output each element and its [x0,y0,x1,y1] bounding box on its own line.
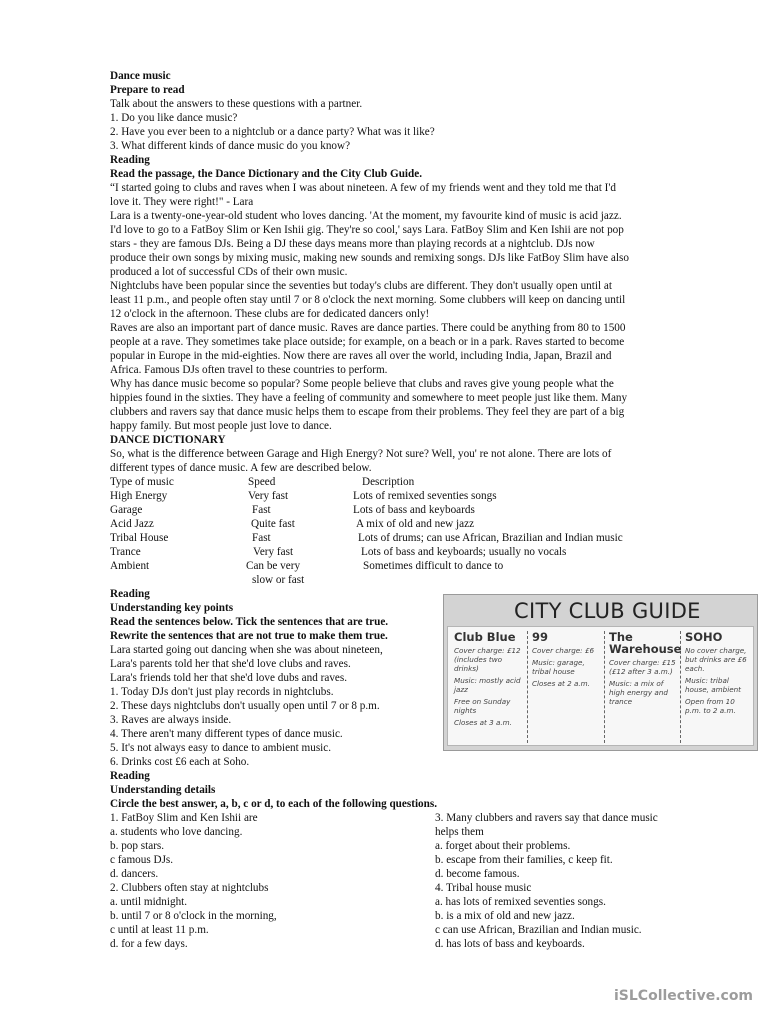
passage-line: I'd love to go to a FatBoy Slim or Ken Ishii gig. They're so cool,' says Lara. FatBoy Slim and Ken Ishii are not pop [110,224,624,236]
dictionary-description: Lots of drums; can use African, Brazilian and Indian music [358,532,623,544]
dictionary-speed: Fast [252,532,271,544]
details-left-line: c famous DJs. [110,854,174,866]
passage-line: least 11 p.m., and people often stay until 7 or 8 o'clock the next morning. Some clubbers will keep on dancing until [110,294,626,306]
key-point-sentence: 2. These days nightclubs don't usually open until 7 or 8 p.m. [110,700,380,712]
dictionary-description: Sometimes difficult to dance to [363,560,504,572]
key-point-sentence: 5. It's not always easy to dance to ambient music. [110,742,332,754]
details-right-line: b. escape from their families, c keep fit. [435,854,613,866]
details-right-line: c can use African, Brazilian and Indian music. [435,924,642,936]
club-detail: Music: tribal house, ambient [685,676,742,694]
key-point-sentence: 1. Today DJs don't just play records in nightclubs. [110,686,334,698]
passage-line: Africa. Famous DJs often travel to these countries to perform. [110,364,388,376]
prepare-instruction: Talk about the answers to these questions with a partner. [110,98,363,110]
dictionary-intro: different types of dance music. A few are described below. [110,462,372,474]
dictionary-speed: Very fast [253,546,294,558]
dictionary-description: Lots of remixed seventies songs [353,490,497,502]
reading-instruction: Read the passage, the Dance Dictionary and the City Club Guide. [110,168,423,180]
key-points-subheading: Understanding key points [110,602,234,614]
dictionary-type: Acid Jazz [110,518,154,530]
details-left-line: a. until midnight. [110,896,188,908]
club-name: SOHO [685,630,723,644]
passage-line: clubbers and ravers say that dance music helps them to escape from their problems. They feel they are part of a big [110,406,625,418]
dictionary-type: High Energy [110,490,168,502]
dictionary-header-description: Description [362,476,415,488]
details-right-line: 4. Tribal house music [435,882,532,894]
club-detail: Music: a mix of high energy and trance [609,679,668,706]
key-point-sentence: 4. There aren't many different types of dance music. [110,728,343,740]
details-left-line: a. students who love dancing. [110,826,243,838]
prepare-question: 3. What different kinds of dance music do you know? [110,140,351,152]
dictionary-header-type: Type of music [110,476,174,488]
details-right-line: a. forget about their problems. [435,840,571,852]
passage-line: Lara is a twenty-one-year-old student who loves dancing. 'At the moment, my favourite kind of music is acid jazz. [110,210,622,222]
details-left-line: b. pop stars. [110,840,165,852]
passage-line: love it. They were right!" - Lara [110,196,254,208]
passage-line: 12 o'clock in the afternoon. These clubs are for dedicated dancers only! [110,308,430,320]
passage-line: popular in Europe in the mid-eighties. Now there are raves all over the world, including India, Japan, Brazil and [110,350,612,362]
club-detail: No cover charge, but drinks are £6 each. [685,646,747,673]
details-left-line: d. for a few days. [110,938,188,950]
details-right-line: d. has lots of bass and keyboards. [435,938,585,950]
passage-line: happy family. But most people just love to dance. [110,420,332,432]
club-detail: Free on Sunday nights [454,697,511,715]
key-points-heading: Reading [110,588,150,600]
club-detail: Cover charge: £15 (£12 after 3 a.m.) [609,658,676,676]
dictionary-heading: DANCE DICTIONARY [110,434,226,446]
details-left-line: d. dancers. [110,868,159,880]
dictionary-type: Garage [110,504,143,516]
dictionary-description: Lots of bass and keyboards; usually no vocals [361,546,567,558]
details-right-line: b. is a mix of old and new jazz. [435,910,575,922]
key-points-instruction: Read the sentences below. Tick the sentences that are true. [110,616,389,628]
passage-line: people at a rave. They sometimes take place outside; for example, on a beach or in a park. Raves started to become [110,336,625,348]
club-detail: Cover charge: £12 (includes two drinks) [454,646,521,673]
club-detail: Open from 10 p.m. to 2 a.m. [685,697,736,715]
passage-line: Why has dance music become so popular? Some people believe that clubs and raves give young people what the [110,378,614,390]
dictionary-speed: Can be very [246,560,301,572]
details-left-line: 1. FatBoy Slim and Ken Ishii are [110,812,258,824]
club-detail: Closes at 2 a.m. [532,679,590,688]
dictionary-speed: Fast [252,504,271,516]
passage-line: “I started going to clubs and raves when I was about nineteen. A few of my friends went and they told me that I'd [110,182,616,194]
key-point-sentence: Lara started going out dancing when she was about nineteen, [110,644,383,656]
details-left-line: 2. Clubbers often stay at nightclubs [110,882,269,894]
page-title: Dance music [110,70,171,82]
club-detail: Closes at 3 a.m. [454,718,512,727]
passage-line: stars - they are famous DJs. Being a DJ these days means more than playing records at a nightclub. DJs now [110,238,595,250]
club-name: Club Blue [454,630,516,644]
guide-club-club-blue [450,631,528,743]
details-right-line: 3. Many clubbers and ravers say that dance music [435,812,658,824]
details-right-line: a. has lots of remixed seventies songs. [435,896,606,908]
passage-line: hippies found in the sixties. They have a feeling of community and somewhere to meet people just like them. Many [110,392,628,404]
guide-club-99 [528,631,605,743]
guide-title: CITY CLUB GUIDE [514,599,701,623]
passage-line: produce their own songs by mixing music, making new sounds and remixing songs. DJs like FatBoy Slim have also [110,252,629,264]
prepare-heading: Prepare to read [110,84,185,96]
dictionary-speed: Very fast [248,490,289,502]
dictionary-speed: Quite fast [251,518,295,530]
dictionary-type: Ambient [110,560,150,572]
guide-panel [447,626,754,746]
key-points-instruction: Rewrite the sentences that are not true to make them true. [110,630,388,642]
details-subheading: Understanding details [110,784,216,796]
reading-heading: Reading [110,154,150,166]
details-instruction: Circle the best answer, a, b, c or d, to each of the following questions. [110,798,438,810]
passage-line: Raves are also an important part of dance music. Raves are dance parties. There could be anything from 80 to 1500 [110,322,626,334]
details-left-line: c until at least 11 p.m. [110,924,209,936]
passage-line: produced a lot of successful CDs of their own music. [110,266,348,278]
club-detail: Music: mostly acid jazz [454,676,521,694]
dictionary-header-speed: Speed [248,476,276,488]
details-heading: Reading [110,770,150,782]
club-name: 99 [532,630,549,644]
guide-club-the-warehouse [605,631,681,743]
key-point-sentence: Lara's parents told her that she'd love clubs and raves. [110,658,351,670]
city-club-guide [443,594,758,751]
details-left-line: b. until 7 or 8 o'clock in the morning, [110,910,277,922]
details-right-line: helps them [435,826,484,838]
prepare-question: 2. Have you ever been to a nightclub or a dance party? What was it like? [110,126,435,138]
dictionary-description: A mix of old and new jazz [356,518,475,530]
prepare-question: 1. Do you like dance music? [110,112,238,124]
dictionary-speed-continuation: slow or fast [252,574,305,586]
guide-club-soho [681,631,752,743]
site-watermark: iSLCollective.com [614,988,754,1004]
details-right-line: d. become famous. [435,868,520,880]
club-name: The Warehouse [609,630,682,656]
dictionary-type: Trance [110,546,141,558]
key-point-sentence: 6. Drinks cost £6 each at Soho. [110,756,250,768]
passage-line: Nightclubs have been popular since the seventies but today's clubs are different. They don't usually open until at [110,280,612,292]
dictionary-description: Lots of bass and keyboards [353,504,475,516]
dictionary-intro: So, what is the difference between Garage and High Energy? Not sure? Well, you' re not alone. There are lots of [110,448,612,460]
club-detail: Cover charge: £6 [532,646,595,655]
club-detail: Music: garage, tribal house [532,658,585,676]
key-point-sentence: 3. Raves are always inside. [110,714,232,726]
key-point-sentence: Lara's friends told her that she'd love dubs and raves. [110,672,348,684]
dictionary-type: Tribal House [110,532,169,544]
